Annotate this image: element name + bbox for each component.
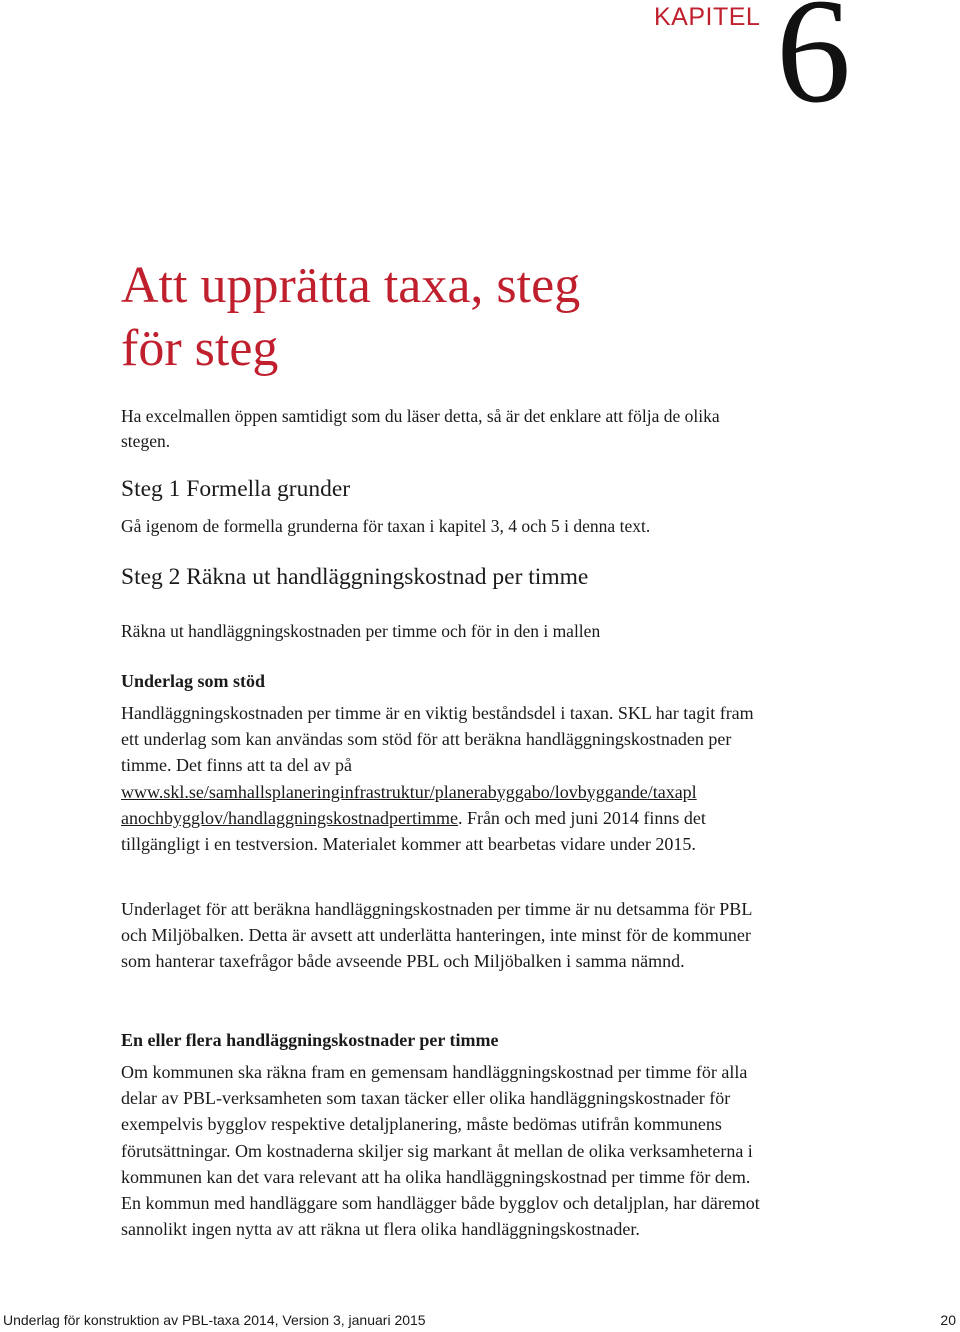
multiple-costs-heading: En eller flera handläggningskostnader per timme: [121, 1030, 499, 1050]
step2-heading: Steg 2 Räkna ut handläggningskostnad per timme: [121, 564, 589, 590]
skl-link-line-1: www.skl.se/samhallsplaneringinfrastruktur/planerabyggabo/lovbyggande/taxapl: [121, 781, 697, 802]
title-line-1: Att upprätta taxa, steg: [121, 257, 581, 314]
chapter-number: 6: [776, 0, 851, 134]
step1-text: Gå igenom de formella grunderna för taxan i kapitel 3, 4 och 5 i denna text.: [121, 516, 651, 536]
chapter-label: KAPITEL: [654, 3, 761, 31]
footer-page-number: 20: [940, 1312, 956, 1328]
multiple-costs-paragraph: Om kommunen ska räkna fram en gemensam handläggningskostnad per timme för alla delar av PBL-verksamheten som taxan täcker eller olika handläggningskostnader för exempelvis bygglov respektive detaljplanering, måste bedömas utifrån kommunens förutsättningar. Om kostnaderna skiljer sig markant åt mellan de olika verksamheterna i kommunen kan det vara relevant att ha olika handläggningskostnad per timme för dem. En kommun med handläggare som handlägger både bygglov och detaljplan, har däremot sannolikt ingen nytta av att räkna ut flera olika handläggningskostnader.: [121, 1062, 760, 1240]
intro-paragraph: Ha excelmallen öppen samtidigt som du läser detta, så är det enklare att följa de olika stegen.: [121, 406, 720, 451]
support-text-before-link: Handläggningskostnaden per timme är en viktig beståndsdel i taxan. SKL har tagit fram ett underlag som kan användas som stöd för att beräkna handläggningskostnaden per timme. Det finns att ta del av på: [121, 703, 754, 776]
step1-heading: Steg 1 Formella grunder: [121, 476, 351, 502]
support-text-after-link: . Från och med juni 2014 finns det tillgängligt i en testversion. Materialet kommer att bearbetas vidare under 2015.: [121, 807, 706, 855]
page-title: [121, 254, 580, 380]
step2-text: Räkna ut handläggningskostnaden per timme och för in den i mallen: [121, 621, 601, 641]
support-paragraph-2: Underlaget för att beräkna handläggningskostnaden per timme är nu detsamma för PBL och Miljöbalken. Detta är avsett att underlätta hanteringen, inte minst för de kommuner som hanterar taxefrågor både avseende PBL och Miljöbalken i samma nämnd.: [121, 899, 752, 972]
footer-document-title: Underlag för konstruktion av PBL-taxa 2014, Version 3, januari 2015: [3, 1312, 426, 1328]
support-paragraph-1: [121, 700, 771, 857]
support-heading: Underlag som stöd: [121, 671, 266, 691]
title-line-2: för steg: [121, 320, 279, 377]
skl-link-line-2: anochbygglov/handlaggningskostnadpertimme: [121, 807, 458, 828]
